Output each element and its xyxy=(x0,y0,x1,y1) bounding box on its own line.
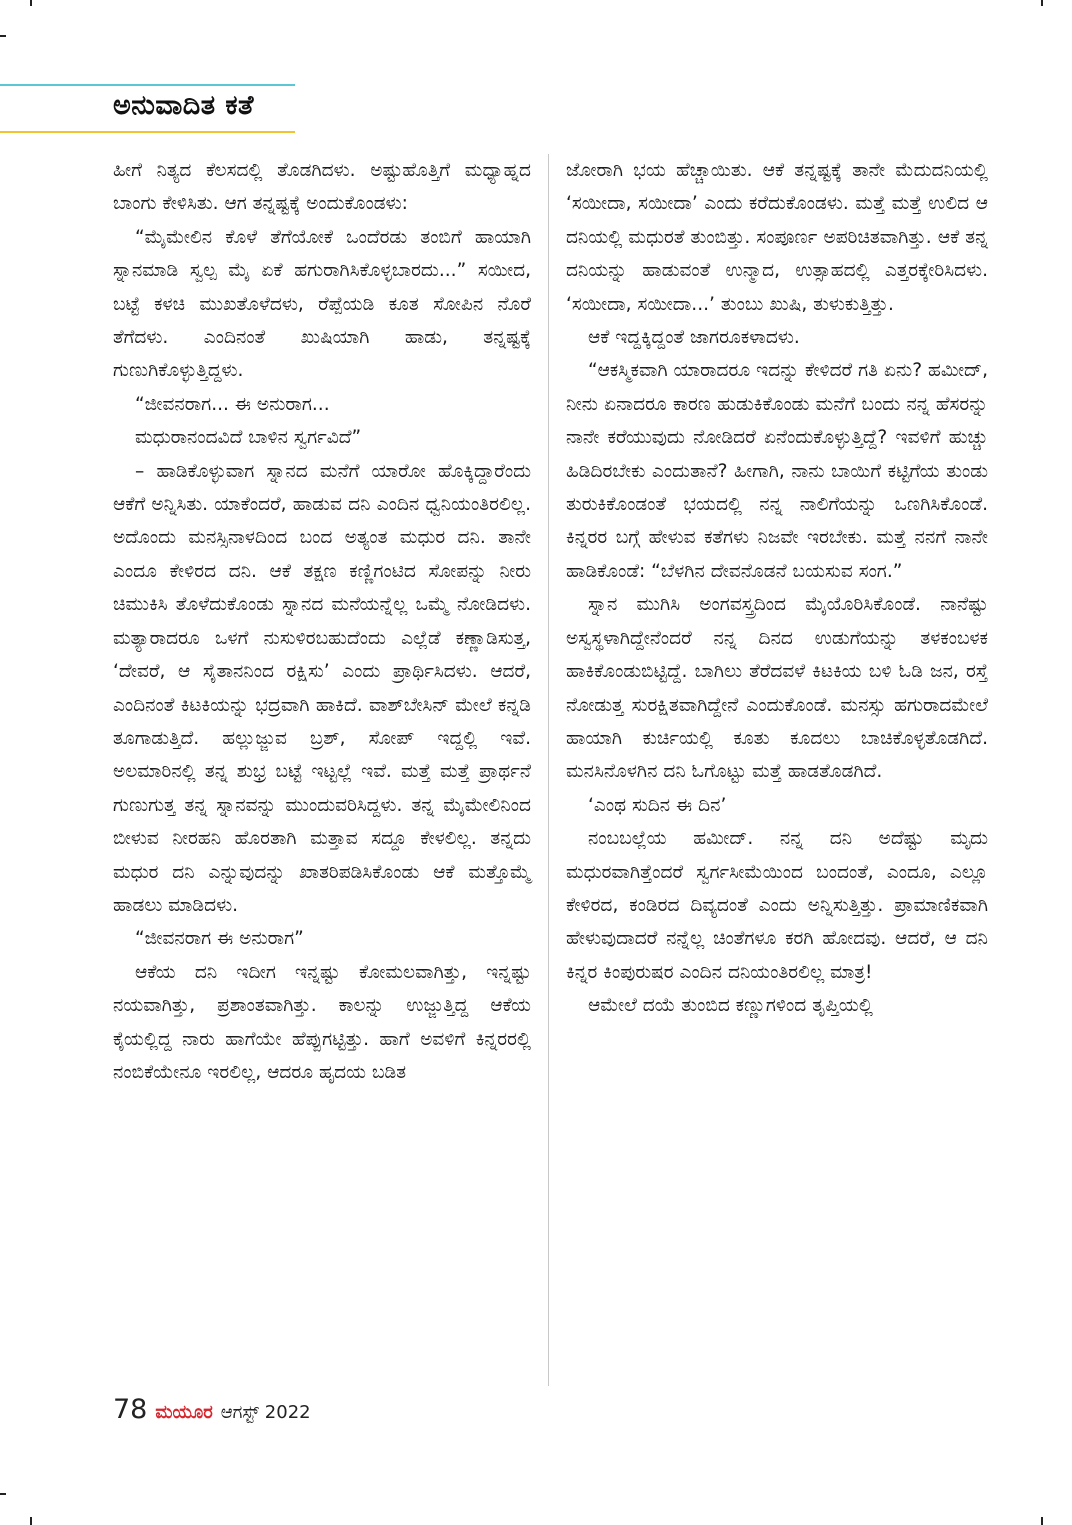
crop-mark xyxy=(1041,1517,1043,1525)
crop-mark xyxy=(0,1493,6,1495)
crop-mark xyxy=(30,0,32,6)
crop-mark xyxy=(1041,0,1043,6)
page-footer xyxy=(113,1394,311,1425)
paragraph: “ಮೈಮೇಲಿನ ಕೊಳೆ ತೆಗೆಯೋಕೆ ಒಂದೆರಡು ತಂಬಿಗೆ ಹಾಯಾಗಿ ಸ್ನಾನಮಾಡಿ ಸ್ವಲ್ಪ ಮೈ ಏಕೆ ಹಗುರಾಗಿಸಿಕೊಳ್ಳಬಾರದು...” ಸಯೀದ, ಬಟ್ಟೆ ಕಳಚಿ ಮುಖತೊಳೆದಳು, ರೆಪ್ಪೆಯಡಿ ಕೂತ ಸೋಪಿನ ನೊರೆ ತೆಗೆದಳು. ಎಂದಿನಂತೆ ಖುಷಿಯಾಗಿ ಹಾಡು, ತನ್ನಷ್ಟಕ್ಕೆ ಗುಣುಗಿಕೊಳ್ಳುತ್ತಿದ್ದಳು. xyxy=(113,226,531,382)
magazine-name: ಮಯೂರ xyxy=(155,1402,213,1423)
header-bottom-rule xyxy=(0,131,295,133)
header-top-rule xyxy=(0,84,295,86)
paragraph: ಆಮೇಲೆ ದಯೆ ತುಂಬಿದ ಕಣ್ಣುಗಳಿಂದ ತೃಪ್ತಿಯಲ್ಲಿ xyxy=(588,995,873,1017)
song-line: “ಜೀವನರಾಗ ಈ ಅನುರಾಗ” xyxy=(135,928,304,950)
paragraph: ಹೀಗೆ ನಿತ್ಯದ ಕೆಲಸದಲ್ಲಿ ತೊಡಗಿದಳು. ಅಷ್ಟುಹೊತ್ತಿಗೆ ಮಧ್ಯಾಹ್ನದ ಬಾಂಗು ಕೇಳಿಸಿತು. ಆಗ ತನ್ನಷ್ಟಕ್ಕೆ ಅಂದುಕೊಂಡಳು: xyxy=(113,160,531,215)
issue-date: ಆಗಸ್ಟ್ 2022 xyxy=(220,1402,311,1423)
song-line: ‘ಎಂಥ ಸುದಿನ ಈ ದಿನ’ xyxy=(588,794,727,816)
paragraph: ನಂಬಬಲ್ಲೆಯ ಹಮೀದ್. ನನ್ನ ದನಿ ಅದೆಷ್ಟು ಮೃದು ಮಧುರವಾಗಿತ್ತೆಂದರೆ ಸ್ವರ್ಗಸೀಮೆಯಿಂದ ಬಂದಂತೆ, ಎಂದೂ, ಎಲ್ಲೂ ಕೇಳಿರದ, ಕಂಡಿರದ ದಿವ್ಯದಂತೆ ಎಂದು ಅನ್ನಿಸುತ್ತಿತ್ತು. ಪ್ರಾಮಾಣಿಕವಾಗಿ ಹೇಳುವುದಾದರೆ ನನ್ನೆಲ್ಲ ಚಿಂತೆಗಳೂ ಕರಗಿ ಹೋದವು. ಆದರೆ, ಆ ದನಿ ಕಿನ್ನರ ಕಿಂಪುರುಷರ ಎಂದಿನ ದನಿಯಂತಿರಲಿಲ್ಲ ಮಾತ್ರ! xyxy=(566,828,988,983)
paragraph: – ಹಾಡಿಕೊಳ್ಳುವಾಗ ಸ್ನಾನದ ಮನೆಗೆ ಯಾರೋ ಹೊಕ್ಕಿದ್ದಾರೆಂದು ಆಕೆಗೆ ಅನ್ನಿಸಿತು. ಯಾಕೆಂದರೆ, ಹಾಡುವ ದನಿ ಎಂದಿನ ಧ್ವನಿಯಂತಿರಲಿಲ್ಲ. ಅದೊಂದು ಮನಸ್ಸಿನಾಳದಿಂದ ಬಂದ ಅತ್ಯಂತ ಮಧುರ ದನಿ. ತಾನೇ ಎಂದೂ ಕೇಳಿರದ ದನಿ. ಆಕೆ ತಕ್ಷಣ ಕಣ್ಣಿಗಂಟಿದ ಸೋಪನ್ನು ನೀರು ಚಿಮುಕಿಸಿ ತೊಳೆದುಕೊಂಡು ಸ್ನಾನದ ಮನೆಯನ್ನೆಲ್ಲ ಒಮ್ಮೆ ನೋಡಿದಳು. ಮತ್ಯಾರಾದರೂ ಒಳಗೆ ನುಸುಳಿರಬಹುದೆಂದು ಎಲ್ಲೆಡೆ ಕಣ್ಣಾಡಿಸುತ್ತ, ‘ದೇವರೆ, ಆ ಸೈತಾನನಿಂದ ರಕ್ಷಿಸು’ ಎಂದು ಪ್ರಾರ್ಥಿಸಿದಳು. ಆದರೆ, ಎಂದಿನಂತೆ ಕಿಟಕಿಯನ್ನು ಭದ್ರವಾಗಿ ಹಾಕಿದೆ. ವಾಶ್‌ಬೇಸಿನ್ ಮೇಲೆ ಕನ್ನಡಿ ತೂಗಾಡುತ್ತಿದೆ. ಹಲ್ಲುಜ್ಜುವ ಬ್ರಶ್, ಸೋಪ್ ಇದ್ದಲ್ಲಿ ಇವೆ. ಅಲಮಾರಿನಲ್ಲಿ ತನ್ನ ಶುಭ್ರ ಬಟ್ಟೆ ಇಟ್ಟಲ್ಲೆ ಇವೆ. ಮತ್ತೆ ಮತ್ತೆ ಪ್ರಾರ್ಥನೆ ಗುಣುಗುತ್ತ ತನ್ನ ಸ್ನಾನವನ್ನು ಮುಂದುವರಿಸಿದ್ದಳು. ತನ್ನ ಮೈಮೇಲಿನಿಂದ ಬೀಳುವ ನೀರಹನಿ ಹೊರತಾಗಿ ಮತ್ತಾವ ಸದ್ದೂ ಕೇಳಲಿಲ್ಲ. ತನ್ನದು ಮಧುರ ದನಿ ಎನ್ನುವುದನ್ನು ಖಾತರಿಪಡಿಸಿಕೊಂಡು ಆಕೆ ಮತ್ತೊಮ್ಮೆ ಹಾಡಲು ಮಾಡಿದಳು. xyxy=(113,460,531,916)
page-number: 78 xyxy=(113,1394,148,1425)
paragraph: ಸ್ನಾನ ಮುಗಿಸಿ ಅಂಗವಸ್ತ್ರದಿಂದ ಮೈಯೊರಿಸಿಕೊಂಡೆ. ನಾನೆಷ್ಟು ಅಸ್ವಸ್ಥಳಾಗಿದ್ದೇನೆಂದರೆ ನನ್ನ ದಿನದ ಉಡುಗೆಯನ್ನು ತಳಕಂಬಳಕ ಹಾಕಿಕೊಂಡುಬಿಟ್ಟಿದ್ದೆ. ಬಾಗಿಲು ತೆರೆದವಳೆ ಕಿಟಕಿಯ ಬಳಿ ಓಡಿ ಜನ, ರಸ್ತೆ ನೋಡುತ್ತ ಸುರಕ್ಷಿತವಾಗಿದ್ದೇನೆ ಎಂದುಕೊಂಡೆ. ಮನಸ್ಸು ಹಗುರಾದಮೇಲೆ ಹಾಯಾಗಿ ಕುರ್ಚಿಯಲ್ಲಿ ಕೂತು ಕೂದಲು ಬಾಚಿಕೊಳ್ಳತೊಡಗಿದೆ. ಮನಸಿನೊಳಗಿನ ದನಿ ಓಗೊಟ್ಟು ಮತ್ತೆ ಹಾಡತೊಡಗಿದೆ. xyxy=(566,594,988,783)
song-line: ಮಧುರಾನಂದವಿದೆ ಬಾಳಿನ ಸ್ವರ್ಗವಿದೆ” xyxy=(135,427,362,449)
crop-mark xyxy=(0,35,6,37)
column-divider xyxy=(548,154,549,1386)
paragraph: “ಆಕಸ್ಮಿಕವಾಗಿ ಯಾರಾದರೂ ಇದನ್ನು ಕೇಳಿದರೆ ಗತಿ ಏನು? ಹಮೀದ್, ನೀನು ಏನಾದರೂ ಕಾರಣ ಹುಡುಕಿಕೊಂಡು ಮನೆಗೆ ಬಂದು ನನ್ನ ಹೆಸರನ್ನು ನಾನೇ ಕರೆಯುವುದು ನೋಡಿದರೆ ಏನೆಂದುಕೊಳ್ಳುತ್ತಿದ್ದೆ? ಇವಳಿಗೆ ಹುಚ್ಚು ಹಿಡಿದಿರಬೇಕು ಎಂದುತಾನೆ? ಹೀಗಾಗಿ, ನಾನು ಬಾಯಿಗೆ ಕಟ್ಟಿಗೆಯ ತುಂಡು ತುರುಕಿಕೊಂಡಂತೆ ಭಯದಲ್ಲಿ ನನ್ನ ನಾಲಿಗೆಯನ್ನು ಒಣಗಿಸಿಕೊಂಡೆ. ಕಿನ್ನರರ ಬಗ್ಗೆ ಹೇಳುವ ಕತೆಗಳು ನಿಜವೇ ಇರಬೇಕು. ಮತ್ತೆ ನನಗೆ ನಾನೇ ಹಾಡಿಕೊಂಡೆ: “ಬೆಳಗಿನ ದೇವನೊಡನೆ ಬಯಸುವ ಸಂಗ.” xyxy=(566,360,988,582)
song-line: “ಜೀವನರಾಗ... ಈ ಅನುರಾಗ... xyxy=(135,393,330,415)
crop-mark xyxy=(30,1517,32,1525)
section-title: ಅನುವಾದಿತ ಕತೆ xyxy=(113,90,254,121)
text-column-right xyxy=(566,154,988,1023)
paragraph: ಆಕೆ ಇದ್ದಕ್ಕಿದ್ದಂತೆ ಜಾಗರೂಕಳಾದಳು. xyxy=(588,327,800,349)
text-column-left xyxy=(113,154,531,1089)
paragraph: ಜೋರಾಗಿ ಭಯ ಹೆಚ್ಚಾಯಿತು. ಆಕೆ ತನ್ನಷ್ಟಕ್ಕೆ ತಾನೇ ಮೆದುದನಿಯಲ್ಲಿ ‘ಸಯೀದಾ, ಸಯೀದಾ’ ಎಂದು ಕರೆದುಕೊಂಡಳು. ಮತ್ತೆ ಮತ್ತೆ ಉಲಿದ ಆ ದನಿಯಲ್ಲಿ ಮಧುರತೆ ತುಂಬಿತ್ತು. ಸಂಪೂರ್ಣ ಅಪರಿಚಿತವಾಗಿತ್ತು. ಆಕೆ ತನ್ನ ದನಿಯನ್ನು ಹಾಡುವಂತೆ ಉನ್ಮಾದ, ಉತ್ಸಾಹದಲ್ಲಿ ಎತ್ತರಕ್ಕೇರಿಸಿದಳು. ‘ಸಯೀದಾ, ಸಯೀದಾ...’ ತುಂಬು ಖುಷಿ, ತುಳುಕುತ್ತಿತ್ತು. xyxy=(566,160,988,315)
paragraph: ಆಕೆಯ ದನಿ ಇದೀಗ ಇನ್ನಷ್ಟು ಕೋಮಲವಾಗಿತ್ತು, ಇನ್ನಷ್ಟು ನಯವಾಗಿತ್ತು, ಪ್ರಶಾಂತವಾಗಿತ್ತು. ಕಾಲನ್ನು ಉಜ್ಜುತ್ತಿದ್ದ ಆಕೆಯ ಕೈಯಲ್ಲಿದ್ದ ನಾರು ಹಾಗೆಯೇ ಹೆಪ್ಪುಗಟ್ಟಿತ್ತು. ಹಾಗೆ ಅವಳಿಗೆ ಕಿನ್ನರರಲ್ಲಿ ನಂಬಿಕೆಯೇನೂ ಇರಲಿಲ್ಲ, ಆದರೂ ಹೃದಯ ಬಡಿತ xyxy=(113,961,531,1083)
